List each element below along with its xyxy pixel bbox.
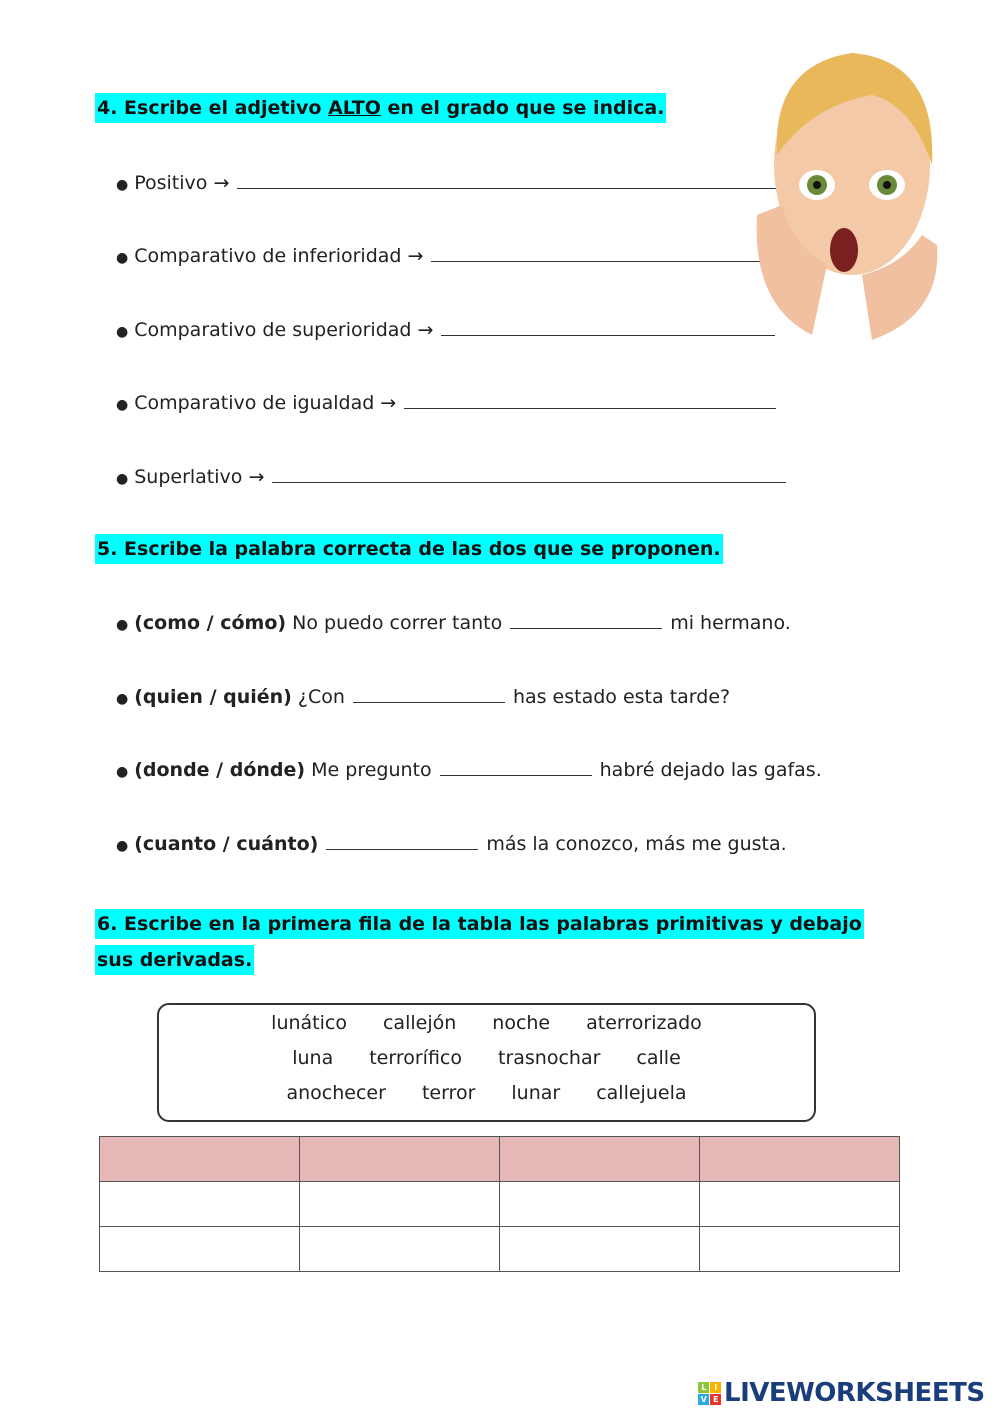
- sentence-start: Me pregunto: [311, 759, 432, 781]
- derived-cell[interactable]: [700, 1227, 900, 1272]
- answer-blank[interactable]: [440, 757, 592, 776]
- logo-icon: L I V E: [698, 1382, 721, 1405]
- primitive-cell[interactable]: [300, 1137, 500, 1182]
- sentence-start: No puedo correr tanto: [292, 612, 503, 634]
- list-item: ● Comparativo de superioridad →: [116, 317, 783, 341]
- derived-cell[interactable]: [300, 1227, 500, 1272]
- primitive-cell[interactable]: [700, 1137, 900, 1182]
- list-item: ● (cuanto / cuánto) más la conozco, más me gusta.: [116, 833, 787, 855]
- question-6-title-cont: sus derivadas.: [95, 945, 254, 975]
- sentence-start: ¿Con: [297, 686, 345, 708]
- item-label: Positivo →: [134, 172, 230, 194]
- item-label: Comparativo de igualdad →: [134, 392, 397, 414]
- list-item: ● Comparativo de igualdad →: [116, 390, 784, 414]
- options: (donde / dónde): [134, 759, 306, 781]
- item-label: Comparativo de superioridad →: [134, 319, 434, 341]
- answer-blank[interactable]: [353, 684, 505, 703]
- derived-cell[interactable]: [100, 1182, 300, 1227]
- derived-cell[interactable]: [500, 1182, 700, 1227]
- liveworksheets-logo: [698, 1378, 985, 1408]
- word: calle: [636, 1047, 681, 1069]
- question-4-title: [95, 93, 666, 123]
- logo-text: LIVEWORKSHEETS: [724, 1378, 985, 1408]
- derived-cell[interactable]: [700, 1182, 900, 1227]
- word: luna: [292, 1047, 334, 1069]
- list-item: ● Positivo →: [116, 170, 797, 194]
- word: aterrorizado: [586, 1012, 702, 1034]
- word: noche: [492, 1012, 551, 1034]
- primitive-cell[interactable]: [500, 1137, 700, 1182]
- answer-table: [99, 1136, 900, 1272]
- adjective-word: ALTO: [328, 97, 381, 119]
- primitive-cell[interactable]: [100, 1137, 300, 1182]
- word: trasnochar: [498, 1047, 601, 1069]
- table-row: [100, 1227, 900, 1272]
- derived-cell[interactable]: [300, 1182, 500, 1227]
- title-text: en el grado que se indica.: [380, 97, 665, 119]
- title-text: 4. Escribe el adjetivo: [97, 97, 329, 119]
- answer-blank[interactable]: [272, 464, 786, 483]
- question-5-title: 5. Escribe la palabra correcta de las dos que se proponen.: [95, 534, 723, 564]
- answer-blank[interactable]: [510, 610, 662, 629]
- word: callejón: [382, 1012, 457, 1034]
- table-row: [100, 1137, 900, 1182]
- list-item: ● Superlativo →: [116, 464, 794, 488]
- item-label: Superlativo →: [134, 466, 265, 488]
- answer-blank[interactable]: [237, 170, 789, 189]
- options: (como / cómo): [134, 612, 287, 634]
- list-item: ● (donde / dónde) Me pregunto habré dejado las gafas.: [116, 759, 822, 781]
- word: terror: [421, 1082, 476, 1104]
- surprised-face-icon: [752, 45, 947, 345]
- list-item: ● (como / cómo) No puedo correr tanto mi hermano.: [116, 612, 791, 634]
- word: callejuela: [596, 1082, 687, 1104]
- derived-cell[interactable]: [100, 1227, 300, 1272]
- item-label: Comparativo de inferioridad →: [134, 245, 424, 267]
- sentence-end: has estado esta tarde?: [512, 686, 731, 708]
- table-row: [100, 1182, 900, 1227]
- answer-blank[interactable]: [404, 390, 776, 409]
- derived-cell[interactable]: [500, 1227, 700, 1272]
- word: terrorífico: [369, 1047, 462, 1069]
- answer-blank[interactable]: [431, 243, 777, 262]
- word: lunar: [511, 1082, 561, 1104]
- word: lunático: [271, 1012, 347, 1034]
- sentence-end: más la conozco, más me gusta.: [486, 833, 787, 855]
- word: anochecer: [286, 1082, 386, 1104]
- answer-blank[interactable]: [441, 317, 775, 336]
- word-bank: [157, 1003, 816, 1122]
- list-item: ● (quien / quién) ¿Con has estado esta tarde?: [116, 686, 731, 708]
- sentence-end: habré dejado las gafas.: [599, 759, 822, 781]
- list-item: ● Comparativo de inferioridad →: [116, 243, 785, 267]
- options: (quien / quién): [134, 686, 292, 708]
- sentence-end: mi hermano.: [670, 612, 791, 634]
- answer-blank[interactable]: [326, 831, 478, 850]
- options: (cuanto / cuánto): [134, 833, 319, 855]
- question-6-title: 6. Escribe en la primera fila de la tabla las palabras primitivas y debajo: [95, 909, 864, 939]
